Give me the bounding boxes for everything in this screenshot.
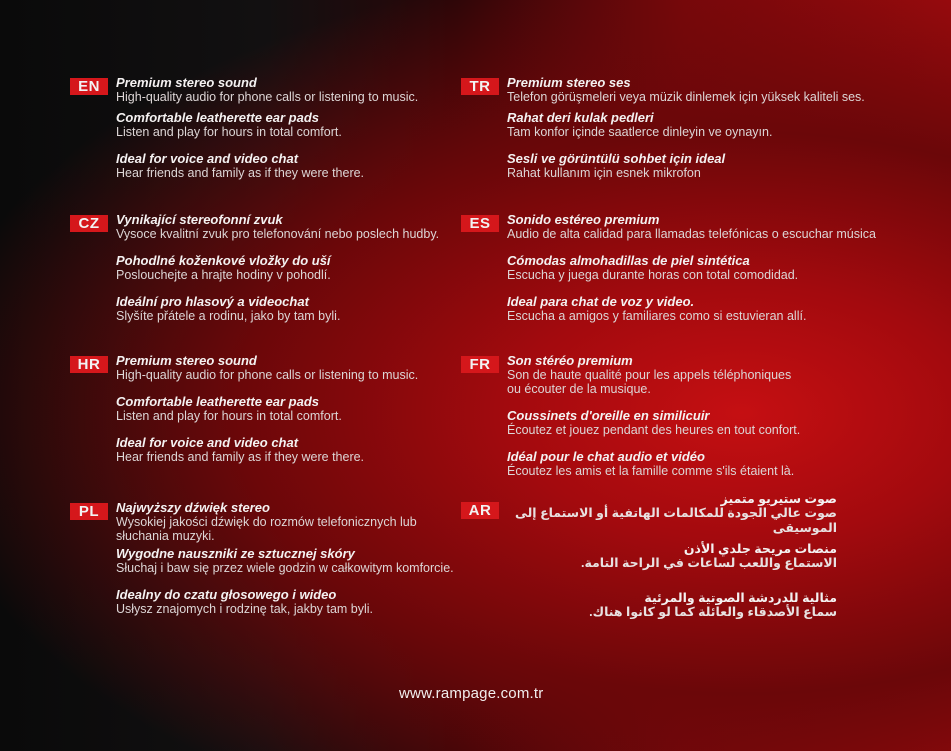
feature-title: مثالية للدردشة الصوتية والمرئية xyxy=(644,591,837,605)
feature-title: Idealny do czatu głosowego i wideo xyxy=(116,587,337,602)
feature-desc: الاستماع واللعب لساعات في الراحة التامة. xyxy=(580,556,837,570)
feature-desc: Slyšíte přátele a rodinu, jako by tam byli. xyxy=(116,309,341,323)
feature-title: Ideal for voice and video chat xyxy=(116,151,299,166)
feature-2 xyxy=(116,111,536,139)
feature-desc: Słuchaj i baw się przez wiele godzin w całkowitym komforcie. xyxy=(116,561,454,575)
feature-title: Comfortable leatherette ear pads xyxy=(116,110,320,125)
feature-desc: Tam konfor içinde saatlerce dinleyin ve oynayın. xyxy=(507,125,773,139)
feature-desc: سماع الأصدقاء والعائلة كما لو كانوا هناك. xyxy=(589,605,837,619)
feature-1 xyxy=(507,492,837,536)
feature-title: Sonido estéreo premium xyxy=(507,212,660,227)
feature-2 xyxy=(507,111,927,139)
language-badge-cz: CZ xyxy=(70,215,108,232)
feature-desc: High-quality audio for phone calls or listening to music. xyxy=(116,90,419,104)
feature-title: Sesli ve görüntülü sohbet için ideal xyxy=(507,151,726,166)
feature-desc: Écoutez et jouez pendant des heures en tout confort. xyxy=(507,423,801,437)
feature-desc: Hear friends and family as if they were there. xyxy=(116,450,365,464)
feature-title: Vynikající stereofonní zvuk xyxy=(116,212,283,227)
feature-desc: Hear friends and family as if they were there. xyxy=(116,166,365,180)
feature-desc: Telefon görüşmeleri veya müzik dinlemek için yüksek kaliteli ses. xyxy=(507,90,865,104)
feature-desc: Escucha a amigos y familiares como si estuvieran allí. xyxy=(507,309,807,323)
feature-3 xyxy=(116,295,536,323)
feature-2 xyxy=(116,395,536,423)
feature-title: Premium stereo ses xyxy=(507,75,631,90)
feature-desc: Vysoce kvalitní zvuk pro telefonování nebo poslech hudby. xyxy=(116,227,440,241)
feature-3 xyxy=(507,152,927,180)
section-ar xyxy=(0,490,951,630)
feature-title: Premium stereo sound xyxy=(116,353,257,368)
feature-2 xyxy=(507,409,927,437)
feature-title: Idéal pour le chat audio et vidéo xyxy=(507,449,705,464)
feature-desc: High-quality audio for phone calls or listening to music. xyxy=(116,368,419,382)
feature-2 xyxy=(116,254,536,282)
language-badge-en: EN xyxy=(70,78,108,95)
feature-desc: Écoutez les amis et la famille comme s'ils étaient là. xyxy=(507,464,795,478)
feature-1 xyxy=(507,213,927,241)
feature-title: Ideal para chat de voz y video. xyxy=(507,294,695,309)
feature-1 xyxy=(507,76,927,104)
feature-desc: صوت عالي الجودة للمكالمات الهاتفية أو الاستماع إلى الموسيقى xyxy=(514,506,837,535)
language-badge-fr: FR xyxy=(461,356,499,373)
feature-title: Son stéréo premium xyxy=(507,353,633,368)
feature-title: صوت ستيريو متميز xyxy=(720,492,837,506)
feature-3 xyxy=(116,152,536,180)
website-url[interactable]: www.rampage.com.tr xyxy=(399,685,544,702)
feature-desc: Escucha y juega durante horas con total comodidad. xyxy=(507,268,799,282)
feature-title: Cómodas almohadillas de piel sintética xyxy=(507,253,750,268)
feature-title: Coussinets d'oreille en similicuir xyxy=(507,408,710,423)
language-badge-pl: PL xyxy=(70,503,108,520)
feature-desc: Son de haute qualité pour les appels téléphoniques ou écouter de la musique. xyxy=(507,368,792,396)
feature-desc: Listen and play for hours in total comfort. xyxy=(116,125,342,139)
feature-desc: Poslouchejte a hrajte hodiny v pohodlí. xyxy=(116,268,331,282)
feature-title: Premium stereo sound xyxy=(116,75,257,90)
feature-title: Rahat deri kulak pedleri xyxy=(507,110,654,125)
feature-title: Ideální pro hlasový a videochat xyxy=(116,294,309,309)
feature-title: Ideal for voice and video chat xyxy=(116,435,299,450)
language-badge-hr: HR xyxy=(70,356,108,373)
feature-1 xyxy=(507,354,927,396)
feature-desc: Audio de alta calidad para llamadas telefónicas o escuchar música xyxy=(507,227,876,241)
language-badge-tr: TR xyxy=(461,78,499,95)
feature-title: Najwyższy dźwięk stereo xyxy=(116,500,270,515)
feature-desc: Wysokiej jakości dźwięk do rozmów telefonicznych lub słuchania muzyki. xyxy=(116,515,417,543)
feature-title: Comfortable leatherette ear pads xyxy=(116,394,320,409)
language-badge-es: ES xyxy=(461,215,499,232)
feature-2 xyxy=(507,542,837,571)
feature-3 xyxy=(507,591,837,620)
feature-title: Pohodlné koženkové vložky do uší xyxy=(116,253,331,268)
feature-desc: Usłysz znajomych i rodzinę tak, jakby tam byli. xyxy=(116,602,374,616)
feature-desc: Rahat kullanım için esnek mikrofon xyxy=(507,166,701,180)
language-badge-ar: AR xyxy=(461,502,499,519)
feature-3 xyxy=(507,295,927,323)
feature-2 xyxy=(507,254,927,282)
feature-3 xyxy=(507,450,927,478)
feature-title: Wygodne nauszniki ze sztucznej skóry xyxy=(116,546,355,561)
feature-title: منصات مريحة جلدي الأذن xyxy=(683,542,837,556)
feature-3 xyxy=(116,436,536,464)
feature-desc: Listen and play for hours in total comfort. xyxy=(116,409,342,423)
